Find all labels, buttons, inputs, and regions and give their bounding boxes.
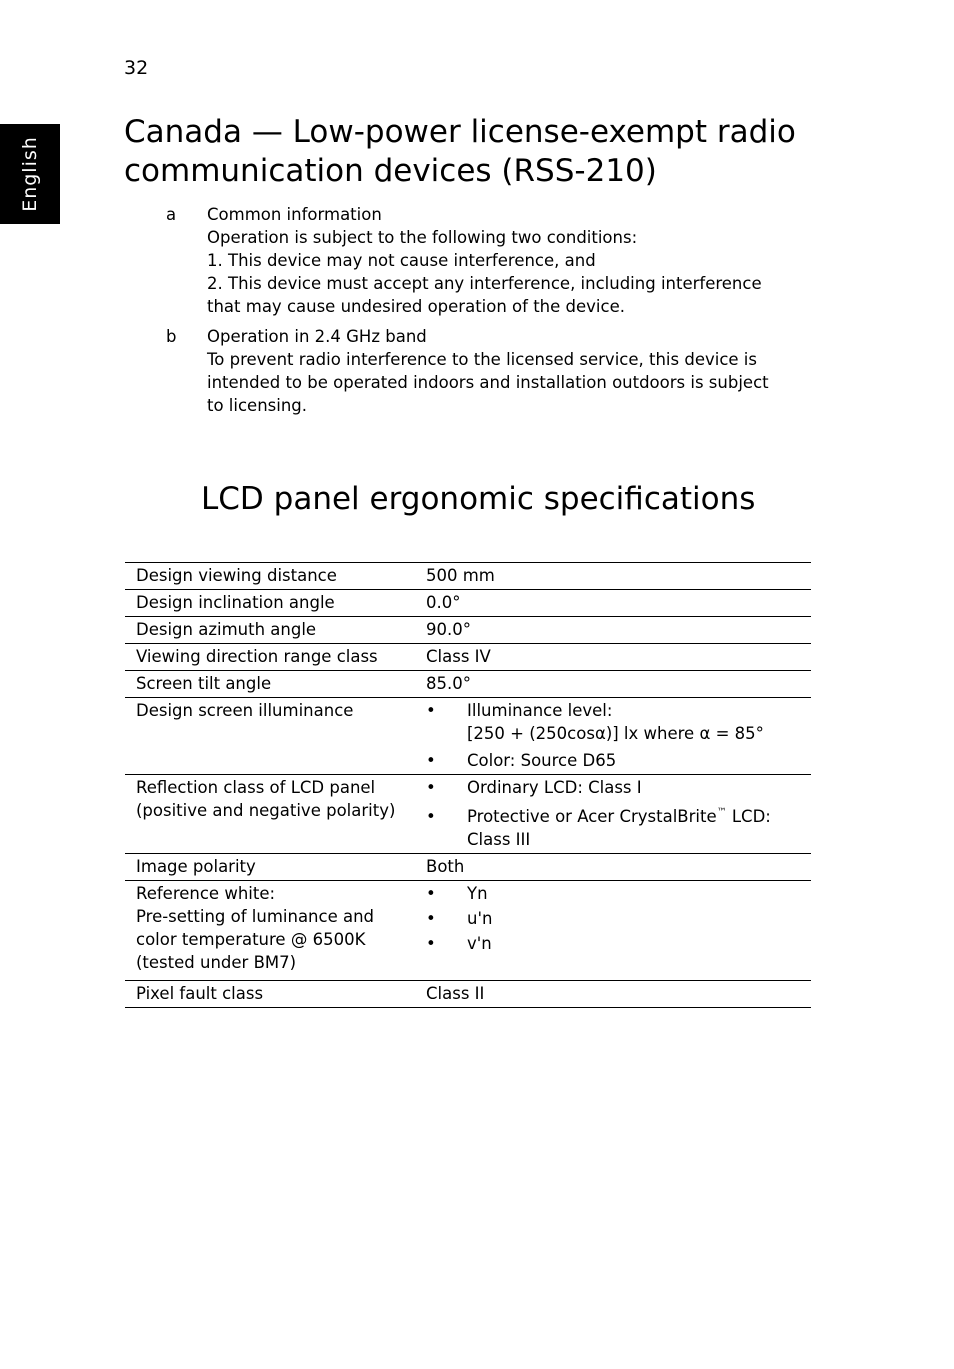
- spec-value: [426, 775, 811, 854]
- table-row: [125, 590, 811, 617]
- list-item: [426, 749, 811, 772]
- spec-value: 85.0°: [426, 671, 811, 698]
- bullet-icon: •: [426, 884, 436, 903]
- condition-body: [207, 325, 769, 417]
- table-row: [125, 981, 811, 1008]
- bullet-text: Yn: [467, 884, 488, 903]
- label-line: (tested under BM7): [136, 953, 297, 972]
- bullet-icon: •: [426, 751, 436, 770]
- lcd-text: LCD:: [726, 807, 771, 826]
- condition-marker: a: [166, 205, 177, 224]
- spec-label: Design screen illuminance: [125, 698, 426, 775]
- label-line: color temperature @ 6500K: [136, 930, 366, 949]
- bullet-text: [467, 776, 642, 799]
- spec-label: [125, 775, 426, 854]
- condition-marker: b: [166, 327, 177, 346]
- page-number: 32: [124, 57, 149, 79]
- spec-label: Pixel fault class: [125, 981, 426, 1008]
- language-tab-label: English: [19, 136, 41, 212]
- spec-value: Both: [426, 854, 811, 881]
- spec-value: 500 mm: [426, 563, 811, 590]
- bullet-icon: •: [426, 701, 436, 720]
- list-item: [426, 882, 811, 905]
- trademark-symbol: ™: [716, 807, 727, 818]
- condition-line: intended to be operated indoors and installation outdoors is subject: [207, 373, 769, 392]
- table-row: [125, 854, 811, 881]
- table-row: [125, 881, 811, 981]
- bullet-list: [426, 699, 811, 772]
- spec-value: Class II: [426, 981, 811, 1008]
- spec-label: Design inclination angle: [125, 590, 426, 617]
- bullet-text: v'n: [467, 934, 492, 953]
- spec-label: [125, 881, 426, 981]
- spec-label: Image polarity: [125, 854, 426, 881]
- table-row: [125, 644, 811, 671]
- canada-heading-line-1: Canada — Low-power license-exempt radio: [124, 114, 796, 150]
- condition-line: To prevent radio interference to the licensed service, this device is: [207, 350, 757, 369]
- language-tab: [0, 124, 60, 224]
- condition-item-b: [166, 325, 826, 417]
- label-line: Reflection class of LCD panel: [136, 778, 376, 797]
- condition-line: Common information: [207, 205, 382, 224]
- spec-label: Screen tilt angle: [125, 671, 426, 698]
- crystalbrite-text: Protective or Acer CrystalBrite: [467, 807, 717, 826]
- condition-item-a: [166, 203, 826, 318]
- spec-value: Class IV: [426, 644, 811, 671]
- spec-value: [426, 881, 811, 981]
- label-line: (positive and negative polarity): [136, 801, 396, 820]
- lcd-spec-table: [125, 562, 811, 1008]
- list-item: [426, 699, 811, 745]
- label-line: Reference white:: [136, 884, 276, 903]
- spec-label: Design viewing distance: [125, 563, 426, 590]
- bullet-icon: •: [426, 778, 436, 797]
- condition-line: that may cause undesired operation of the device.: [207, 297, 625, 316]
- table-row: [125, 671, 811, 698]
- spec-value: 90.0°: [426, 617, 811, 644]
- spec-value: 0.0°: [426, 590, 811, 617]
- canada-heading: [124, 113, 844, 191]
- bullet-icon: •: [426, 934, 436, 953]
- condition-list: [166, 203, 826, 424]
- table-row: [125, 563, 811, 590]
- bullet-list: [426, 882, 811, 955]
- condition-line: Operation is subject to the following two conditions:: [207, 228, 638, 247]
- bullet-line: [250 + (250cosα)] lx where α = 85°: [467, 724, 764, 743]
- condition-body: [207, 203, 762, 318]
- spec-label: Design azimuth angle: [125, 617, 426, 644]
- list-item: [426, 805, 811, 851]
- list-item: [426, 776, 811, 799]
- canada-heading-line-2: communication devices (RSS-210): [124, 153, 657, 189]
- table-row: [125, 617, 811, 644]
- bullet-text: [467, 805, 771, 851]
- list-item: [426, 907, 811, 930]
- bullet-line: Class III: [467, 830, 531, 849]
- table-row: [125, 698, 811, 775]
- condition-line: 1. This device may not cause interference, and: [207, 251, 596, 270]
- bullet-line: [467, 805, 771, 828]
- condition-line: Operation in 2.4 GHz band: [207, 327, 427, 346]
- lcd-heading: LCD panel ergonomic specifications: [201, 481, 756, 517]
- label-line: Pre-setting of luminance and: [136, 907, 375, 926]
- bullet-list: [426, 776, 811, 851]
- bullet-text: u'n: [467, 909, 493, 928]
- bullet-line: Ordinary LCD: Class I: [467, 778, 642, 797]
- condition-line: to licensing.: [207, 396, 308, 415]
- bullet-icon: •: [426, 807, 436, 826]
- condition-line: 2. This device must accept any interference, including interference: [207, 274, 762, 293]
- table-row: [125, 775, 811, 854]
- bullet-text: [467, 749, 616, 772]
- spec-label: Viewing direction range class: [125, 644, 426, 671]
- bullet-text: [467, 699, 764, 745]
- list-item: [426, 932, 811, 955]
- bullet-line: Illuminance level:: [467, 701, 613, 720]
- bullet-line: Color: Source D65: [467, 751, 617, 770]
- bullet-icon: •: [426, 909, 436, 928]
- spec-value: [426, 698, 811, 775]
